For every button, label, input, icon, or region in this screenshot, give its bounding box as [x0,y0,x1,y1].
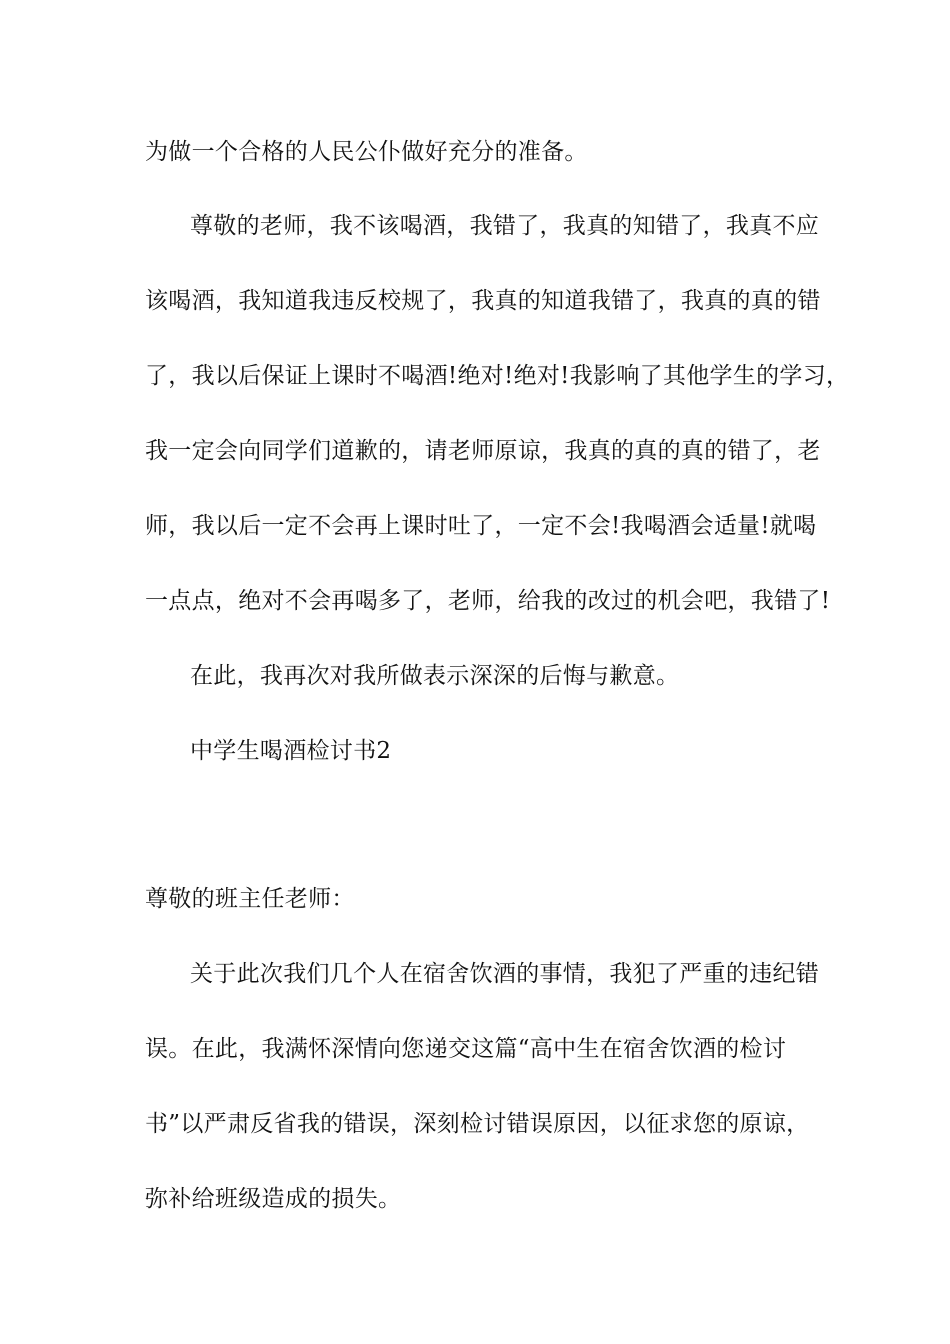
text-line-5: 我一定会向同学们道歉的，请老师原谅，我真的真的真的错了，老 [145,438,821,464]
text-line-10: 误。在此，我满怀深情向您递交这篇“高中生在宿舍饮酒的检讨 [145,1036,787,1062]
text-line-3: 该喝酒，我知道我违反校规了，我真的知道我错了，我真的真的错 [145,288,821,314]
text-line-9: 关于此次我们几个人在宿舍饮酒的事情，我犯了严重的违纪错 [190,961,820,987]
text-line-7: 一点点，绝对不会再喝多了，老师，给我的改过的机会吧，我错了! [145,588,831,614]
salutation: 尊敬的班主任老师： [145,886,355,912]
text-line-1: 为做一个合格的人民公仆做好充分的准备。 [145,139,588,165]
text-line-8: 在此，我再次对我所做表示深深的后悔与歉意。 [190,663,680,689]
section-heading: 中学生喝酒检讨书2 [190,738,392,764]
text-line-2: 尊敬的老师，我不该喝酒，我错了，我真的知错了，我真不应 [190,213,820,239]
text-line-11: 书”以严肃反省我的错误，深刻检讨错误原因，以征求您的原谅， [145,1111,810,1137]
text-line-12: 弥补给班级造成的损失。 [145,1186,402,1212]
text-line-4: 了，我以后保证上课时不喝酒!绝对!绝对!我影响了其他学生的学习， [145,363,850,389]
text-line-6: 师，我以后一定不会再上课时吐了，一定不会!我喝酒会适量!就喝 [145,513,817,539]
